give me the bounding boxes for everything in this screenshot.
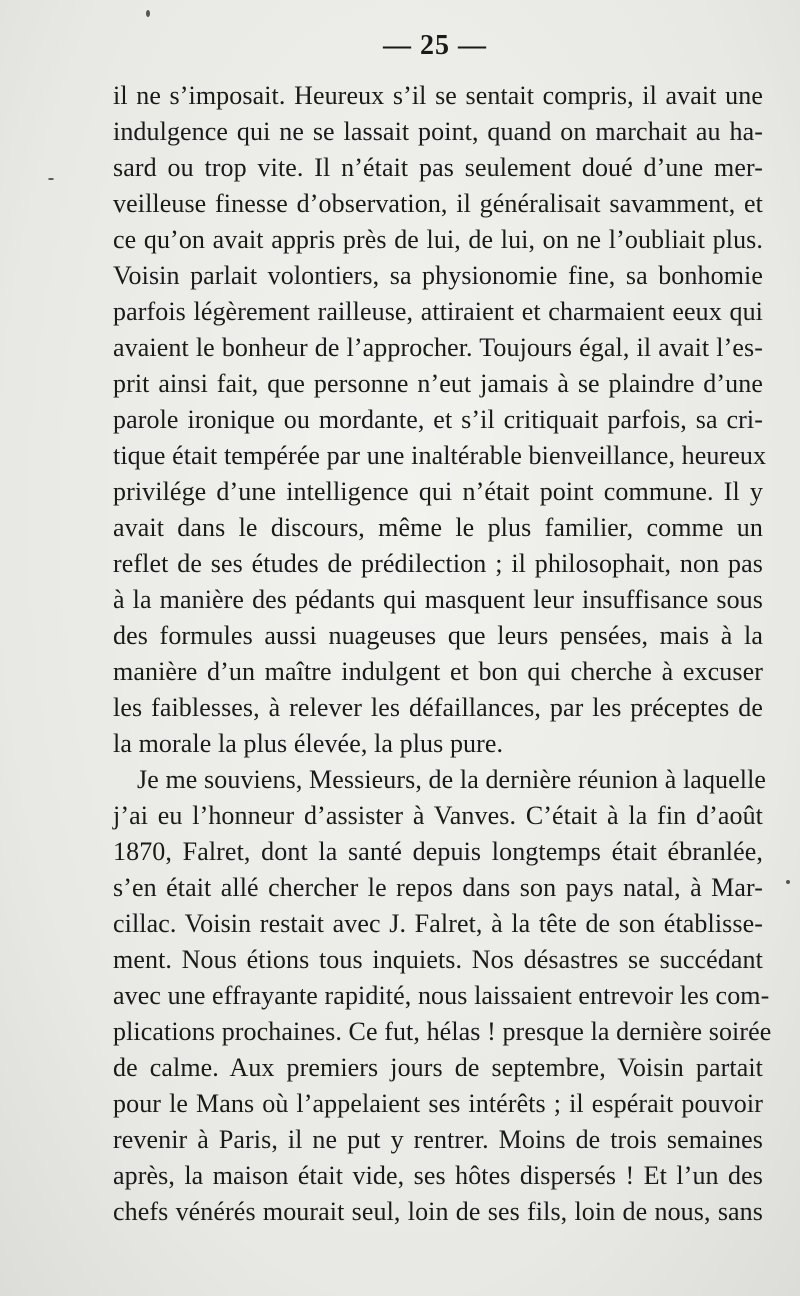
- text-line: plications prochaines. Ce fut, hélas ! presque la dernière soirée: [113, 1017, 772, 1046]
- text-line: sard ou trop vite. Il n’était pas seulement doué d’une mer-: [113, 153, 763, 182]
- text-line: reflet de ses études de prédilection ; il philosophait, non pas: [113, 549, 763, 578]
- ink-speck: [48, 178, 54, 180]
- ink-speck: [786, 880, 790, 884]
- text-line: pour le Mans où l’appelaient ses intérêts ; il espérait pouvoir: [113, 1089, 763, 1118]
- text-line: ment. Nous étions tous inquiets. Nos désastres se succédant: [113, 945, 763, 974]
- text-line: 1870, Falret, dont la santé depuis longtemps était ébranlée,: [113, 837, 763, 866]
- text-line: ce qu’on avait appris près de lui, de lui, on ne l’oubliait plus.: [113, 225, 763, 254]
- text-line: il ne s’imposait. Heureux s’il se sentait compris, il avait une: [113, 81, 763, 110]
- page-number: — 25 —: [383, 30, 487, 61]
- text-line: avait dans le discours, même le plus familier, comme un: [113, 513, 763, 542]
- text-line: prit ainsi fait, que personne n’eut jamais à se plaindre d’une: [113, 369, 763, 398]
- ink-speck: [146, 10, 150, 17]
- text-line: Voisin parlait volontiers, sa physionomie fine, sa bonhomie: [113, 261, 763, 290]
- text-line: après, la maison était vide, ses hôtes dispersés ! Et l’un des: [113, 1161, 763, 1190]
- text-line: parole ironique ou mordante, et s’il critiquait parfois, sa cri-: [113, 405, 763, 434]
- text-line: la morale la plus élevée, la plus pure.: [113, 729, 504, 758]
- text-line: s’en était allé chercher le repos dans son pays natal, à Mar-: [113, 873, 763, 902]
- text-line: de calme. Aux premiers jours de septembre, Voisin partait: [113, 1053, 763, 1082]
- text-line: parfois légèrement railleuse, attiraient et charmaient eeux qui: [113, 297, 763, 326]
- text-line: revenir à Paris, il ne put y rentrer. Moins de trois semaines: [113, 1125, 763, 1154]
- text-line: avec une effrayante rapidité, nous laissaient entrevoir les com-: [113, 981, 770, 1010]
- text-line: cillac. Voisin restait avec J. Falret, à la tête de son établisse-: [113, 909, 763, 938]
- paragraph: [113, 78, 767, 762]
- text-line: Je me souviens, Messieurs, de la dernière réunion à laquelle: [137, 765, 767, 794]
- text-line: chefs vénérés mourait seul, loin de ses fils, loin de nous, sans: [113, 1197, 763, 1226]
- paragraph: [113, 762, 772, 1230]
- text-line: des formules aussi nuageuses que leurs pensées, mais à la: [113, 621, 763, 650]
- text-line: veilleuse finesse d’observation, il généralisait savamment, et: [113, 189, 763, 218]
- text-line: les faiblesses, à relever les défaillances, par les préceptes de: [113, 693, 763, 722]
- text-line: avaient le bonheur de l’approcher. Toujours égal, il avait l’es-: [113, 333, 763, 362]
- text-line: j’ai eu l’honneur d’assister à Vanves. C’était à la fin d’août: [113, 801, 763, 830]
- text-line: privilége d’une intelligence qui n’était point commune. Il y: [113, 477, 763, 506]
- text-line: indulgence qui ne se lassait point, quand on marchait au ha-: [113, 117, 763, 146]
- body-text: [113, 78, 772, 1230]
- text-line: manière d’un maître indulgent et bon qui cherche à excuser: [113, 657, 763, 686]
- text-line: tique était tempérée par une inaltérable bienveillance, heureux: [113, 441, 767, 470]
- text-line: à la manière des pédants qui masquent leur insuffisance sous: [113, 585, 763, 614]
